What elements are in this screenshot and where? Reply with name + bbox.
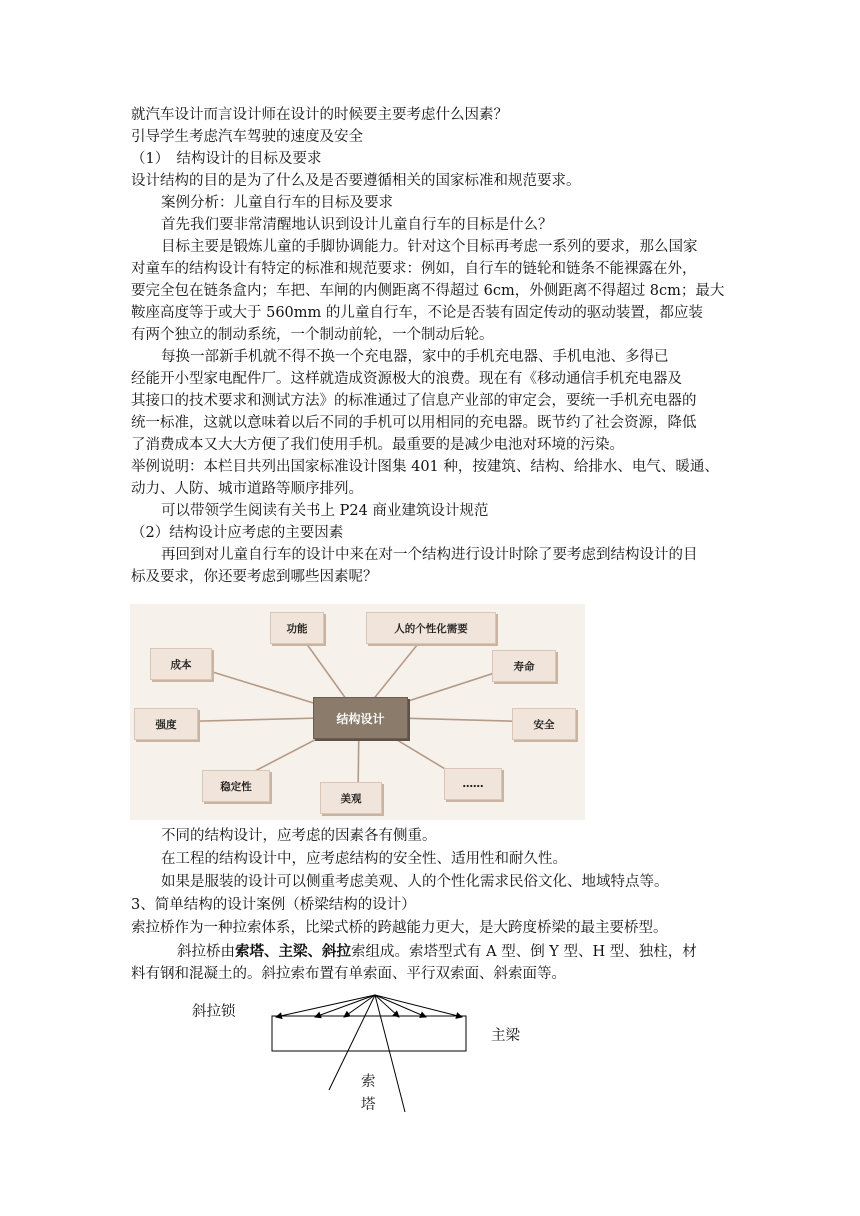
text-run: 索组成。索塔型式有 A 型、倒 Y 型、H 型、独柱，材: [351, 944, 697, 960]
paragraph-line: 可以带领学生阅读有关书上 P24 商业建筑设计规范: [161, 503, 489, 519]
bold-text-run: 索塔、主梁、斜拉: [235, 943, 351, 960]
girder-label: 主梁: [491, 1028, 520, 1044]
paragraph-line: 目标主要是锻炼儿童的手脚协调能力。针对这个目标再考虑一系列的要求，那么国家: [161, 239, 698, 255]
factor-aesthetics: 美观: [320, 782, 382, 814]
paragraph-line: 鞍座高度等于或大于 560mm 的儿童自行车，不论是否装有固定传动的驱动装置，都应装: [131, 305, 703, 321]
cable-label: 斜拉锁: [192, 1004, 236, 1020]
paragraph-line: 索拉桥作为一种拉索体系，比梁式桥的跨越能力更大，是大跨度桥梁的最主要桥型。: [131, 920, 668, 936]
main-girder: [272, 1016, 466, 1051]
factor-safety: 安全: [512, 708, 576, 740]
factor-lifespan: 寿命: [492, 650, 556, 682]
paragraph-line: 如果是服装的设计可以侧重考虑美观、人的个性化需求民俗文化、地域特点等。: [161, 874, 669, 890]
paragraph-line: 每换一部新手机就不得不换一个充电器，家中的手机充电器、手机电池、多得已: [161, 349, 669, 365]
paragraph-line: 对童车的结构设计有特定的标准和规范要求：例如，自行车的链轮和链条不能裸露在外，: [131, 261, 697, 277]
factor-personal-needs: 人的个性化需要: [366, 612, 496, 644]
section-heading-2: （2）结构设计应考虑的主要因素: [131, 525, 344, 541]
cable-stayed-bridge-diagram: [180, 990, 500, 1120]
paragraph-line: 再回到对儿童自行车的设计中来在对一个结构进行设计时除了要考虑到结构设计的目: [161, 547, 698, 563]
paragraph-line: 了消费成本又大大方便了我们使用手机。最重要的是减少电池对环境的污染。: [131, 437, 624, 453]
section-heading-1: （1） 结构设计的目标及要求: [131, 151, 322, 167]
tower-label-bottom: 塔: [361, 1097, 376, 1113]
tower-label-top: 索: [361, 1074, 376, 1090]
text-run: 斜拉桥由: [177, 944, 235, 960]
stay-cables: [276, 995, 462, 1017]
factor-stability: 稳定性: [202, 770, 270, 802]
factor-strength: 强度: [134, 708, 198, 740]
paragraph-line: 在工程的结构设计中，应考虑结构的安全性、适用性和耐久性。: [161, 851, 567, 867]
factor-function: 功能: [270, 612, 324, 644]
paragraph-line: 要完全包在链条盒内；车把、车闸的内侧距离不得超过 6cm，外侧距离不得超过 8cm；最大: [131, 283, 725, 299]
section-heading-3: 3、简单结构的设计案例（桥梁结构的设计）: [131, 897, 416, 913]
factor-more: ……: [444, 768, 502, 800]
paragraph-line: 标及要求，你还要考虑到哪些因素呢？: [131, 569, 378, 585]
paragraph-line: 首先我们要非常清醒地认识到设计儿童自行车的目标是什么？: [161, 217, 553, 233]
case-analysis-heading: 案例分析：儿童自行车的目标及要求: [161, 195, 393, 211]
paragraph-line: 有两个独立的制动系统，一个制动前轮，一个制动后轮。: [131, 327, 494, 343]
paragraph-line: 其接口的技术要求和测试方法》的标准通过了信息产业部的审定会，要统一手机充电器的: [131, 393, 697, 409]
paragraph-line: 经能开小型家电配件厂。这样就造成资源极大的浪费。现在有《移动通信手机充电器及: [131, 371, 682, 387]
guidance-line: 引导学生考虑汽车驾驶的速度及安全: [131, 129, 363, 145]
center-node: 结构设计: [313, 697, 408, 739]
paragraph-line: 设计结构的目的是为了什么及是否要遵循相关的国家标准和规范要求。: [131, 173, 581, 189]
paragraph-line: 不同的结构设计，应考虑的因素各有侧重。: [161, 828, 437, 844]
question-line: 就汽车设计而言设计师在设计的时候要主要考虑什么因素？: [131, 107, 508, 123]
factor-cost: 成本: [150, 648, 212, 680]
paragraph-line: 举例说明：本栏目共列出国家标准设计图集 401 种，按建筑、结构、给排水、电气、暖通、: [131, 459, 719, 475]
structure-design-factors-diagram: [130, 604, 585, 820]
paragraph-line: 统一标准，这就以意味着以后不同的手机可以用相同的充电器。既节约了社会资源，降低: [131, 415, 697, 431]
paragraph-line: 动力、人防、城市道路等顺序排列。: [131, 481, 363, 497]
paragraph-line-with-bold: [177, 941, 777, 963]
paragraph-line: 料有钢和混凝土的。斜拉索布置有单索面、平行双索面、斜索面等。: [131, 966, 566, 982]
